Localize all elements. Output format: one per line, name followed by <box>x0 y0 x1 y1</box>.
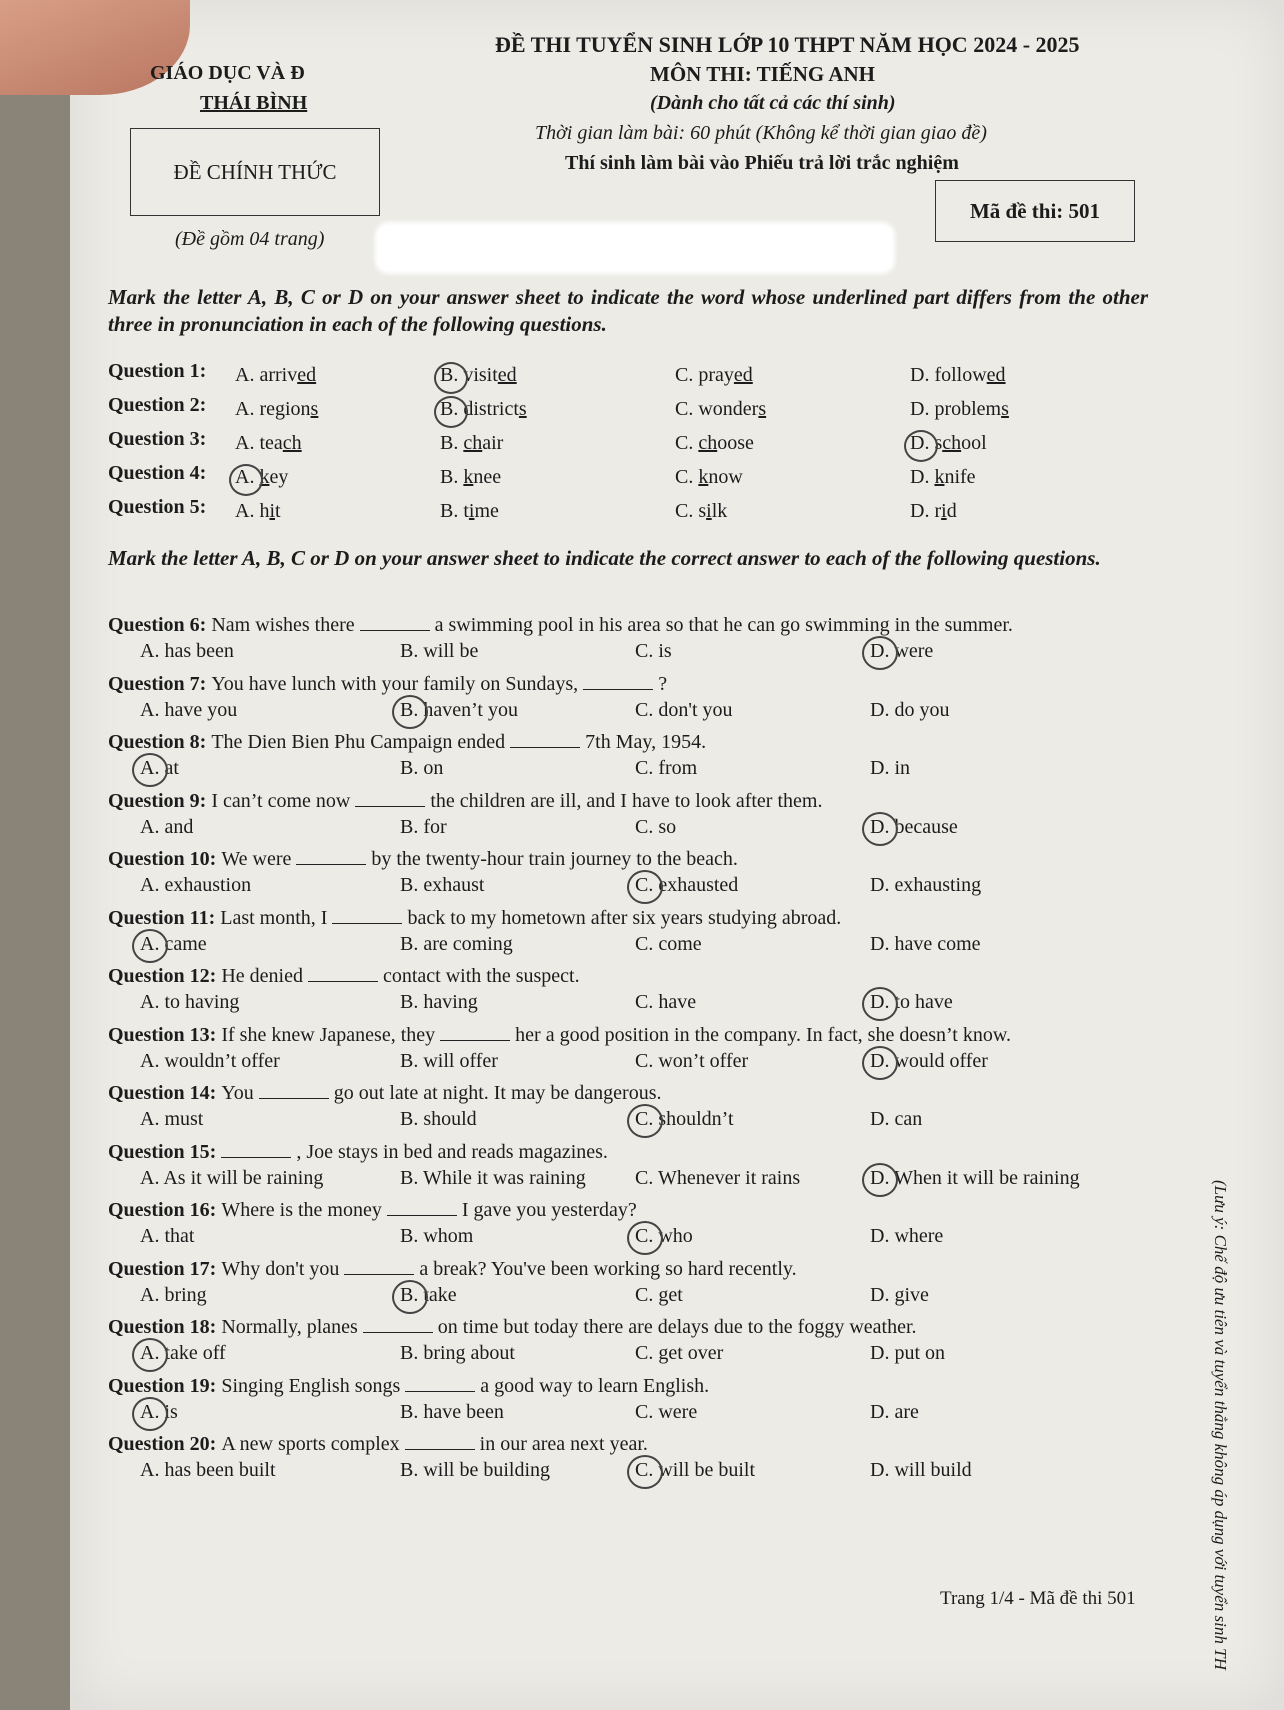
question-stem <box>108 1316 917 1339</box>
question-stem <box>108 907 841 930</box>
question-stem <box>108 1082 662 1105</box>
answer-option: D. have come <box>870 933 981 955</box>
option-letter: B. <box>440 466 464 488</box>
underlined-part: ed <box>497 364 517 386</box>
stem-text: a good way to learn English. <box>475 1375 710 1397</box>
question-stem <box>108 965 580 988</box>
answer-option <box>440 432 503 455</box>
answer-blank <box>308 965 378 982</box>
stem-text: on time but today there are delays due to the foggy weather. <box>432 1316 917 1338</box>
option-letter: C. <box>675 364 699 386</box>
official-label: ĐỀ CHÍNH THỨC <box>173 159 337 184</box>
stem-text: Why don't you <box>221 1258 345 1280</box>
answer-option: B. exhaust <box>400 874 485 896</box>
underlined-part: ed <box>297 364 317 386</box>
stem-text: , Joe stays in bed and reads magazines. <box>291 1141 608 1163</box>
stem-text: We were <box>221 848 297 870</box>
underlined-part: s <box>758 398 767 420</box>
answer-option <box>675 432 754 455</box>
answer-option <box>235 466 288 489</box>
answer-option: D. put on <box>870 1342 945 1364</box>
option-text: arriv <box>259 364 298 386</box>
answer-option: A. at <box>140 757 179 779</box>
stem-text: Normally, planes <box>221 1316 363 1338</box>
answer-option: A. has been built <box>140 1459 276 1481</box>
answer-option: B. take <box>400 1284 457 1306</box>
question-stem <box>108 790 822 813</box>
stem-text: You <box>221 1082 259 1104</box>
answer-option <box>440 500 499 523</box>
answer-blank <box>363 1316 433 1333</box>
answer-option: C. so <box>635 816 677 838</box>
exam-subject: MÔN THI: TIẾNG ANH <box>650 62 876 86</box>
answer-option: B. have been <box>400 1401 504 1423</box>
question-label: Question 1: <box>108 360 207 382</box>
answer-option: A. wouldn’t offer <box>140 1050 280 1072</box>
option-text: nife <box>944 466 976 488</box>
answer-option: D. are <box>870 1401 919 1423</box>
option-letter: D. <box>910 432 935 454</box>
answer-option: B. haven’t you <box>400 699 518 721</box>
option-text: t <box>463 500 469 522</box>
question-label: Question 13: <box>108 1024 222 1046</box>
answer-option: B. are coming <box>400 933 513 955</box>
option-text: problem <box>934 398 1002 420</box>
answer-option: A. came <box>140 933 207 955</box>
answer-option: A. and <box>140 816 194 838</box>
stem-text: contact with the suspect. <box>377 965 580 987</box>
option-letter: B. <box>440 432 464 454</box>
stem-text: Singing English songs <box>221 1375 406 1397</box>
option-letter: D. <box>910 364 935 386</box>
question-label: Question 7: <box>108 673 212 695</box>
underlined-part: ch <box>463 432 483 454</box>
answer-blank <box>405 1433 475 1450</box>
answer-sheet-note: Thí sinh làm bài vào Phiếu trả lời trắc nghiệm <box>565 152 959 174</box>
answer-blank <box>440 1024 510 1041</box>
option-text: oose <box>717 432 754 454</box>
option-letter: B. <box>440 364 464 386</box>
question-stem <box>108 1375 709 1398</box>
question-label: Question 6: <box>108 614 212 636</box>
underlined-part: k <box>698 466 709 488</box>
answer-option <box>235 432 302 455</box>
stem-text: a swimming pool in his area so that he can go swimming in the summer. <box>429 614 1013 636</box>
ministry-name: GIÁO DỤC VÀ Đ <box>150 62 305 84</box>
option-text: s <box>934 432 943 454</box>
stem-text: go out late at night. It may be dangerous. <box>328 1082 662 1104</box>
question-label: Question 10: <box>108 848 222 870</box>
answer-option: C. have <box>635 991 697 1013</box>
answer-blank <box>510 731 580 748</box>
option-letter: A. <box>235 432 260 454</box>
answer-option: D. exhausting <box>870 874 982 896</box>
side-note: (Lưu ý: Chế độ ưu tiên và tuyển thẳng không áp dụng với tuyển sinh TH <box>1211 1180 1230 1670</box>
answer-option: C. who <box>635 1225 693 1247</box>
question-label: Question 14: <box>108 1082 222 1104</box>
answer-option: C. is <box>635 640 672 662</box>
answer-option: B. having <box>400 991 478 1013</box>
stem-text: a break? You've been working so hard recently. <box>414 1258 797 1280</box>
answer-option: A. As it will be raining <box>140 1167 324 1189</box>
answer-option <box>235 364 316 387</box>
stem-text: the children are ill, and I have to look after them. <box>425 790 823 812</box>
stem-text: in our area next year. <box>474 1433 648 1455</box>
answer-option: D. can <box>870 1108 923 1130</box>
answer-option <box>910 398 1009 421</box>
question-stem <box>108 1141 608 1164</box>
answer-option: D. give <box>870 1284 929 1306</box>
question-stem <box>108 1199 637 1222</box>
stem-text: back to my hometown after six years studying abroad. <box>402 907 842 929</box>
question-label: Question 19: <box>108 1375 222 1397</box>
answer-option: A. that <box>140 1225 195 1247</box>
answer-option: D. would offer <box>870 1050 988 1072</box>
answer-option: C. get over <box>635 1342 724 1364</box>
underlined-part: ed <box>986 364 1006 386</box>
underlined-part: i <box>706 500 712 522</box>
answer-option: C. shouldn’t <box>635 1108 734 1130</box>
answer-option: A. must <box>140 1108 204 1130</box>
option-letter: A. <box>235 466 260 488</box>
answer-option <box>675 364 753 387</box>
question-label: Question 11: <box>108 907 221 929</box>
page-count: (Đề gồm 04 trang) <box>175 228 325 250</box>
answer-option <box>440 466 501 489</box>
stem-text: by the twenty-hour train journey to the beach. <box>366 848 738 870</box>
option-letter: C. <box>675 466 699 488</box>
answer-option: C. were <box>635 1401 698 1423</box>
exam-title: ĐỀ THI TUYỂN SINH LỚP 10 THPT NĂM HỌC 2024 - 2025 <box>495 32 1080 57</box>
answer-option: A. is <box>140 1401 178 1423</box>
underlined-part: ch <box>282 432 302 454</box>
answer-option <box>910 500 957 523</box>
stem-text: He denied <box>221 965 308 987</box>
answer-option: B. While it was raining <box>400 1167 586 1189</box>
answer-option <box>675 398 766 421</box>
stem-text: 7th May, 1954. <box>580 731 707 753</box>
stem-text: Last month, I <box>220 907 333 929</box>
option-text: d <box>946 500 957 522</box>
answer-option: C. from <box>635 757 698 779</box>
page-footer: Trang 1/4 - Mã đề thi 501 <box>940 1588 1136 1609</box>
option-letter: A. <box>235 500 260 522</box>
option-letter: D. <box>910 398 935 420</box>
underlined-part: ch <box>698 432 718 454</box>
underlined-part: ed <box>733 364 753 386</box>
option-text: follow <box>934 364 987 386</box>
option-text: region <box>259 398 311 420</box>
answer-option: D. in <box>870 757 910 779</box>
answer-option: C. will be built <box>635 1459 755 1481</box>
question-label: Question 8: <box>108 731 212 753</box>
question-label: Question 2: <box>108 394 207 416</box>
stem-text: her a good position in the company. In fact, she doesn’t know. <box>510 1024 1011 1046</box>
answer-option: B. will be <box>400 640 479 662</box>
answer-blank <box>405 1375 475 1392</box>
option-text: t <box>275 500 281 522</box>
answer-option: A. take off <box>140 1342 226 1364</box>
option-text: nee <box>473 466 502 488</box>
option-text: now <box>708 466 743 488</box>
answer-option: B. should <box>400 1108 477 1130</box>
option-text: air <box>482 432 504 454</box>
answer-option <box>440 398 527 421</box>
answer-blank <box>387 1199 457 1216</box>
option-text: district <box>463 398 519 420</box>
option-letter: C. <box>675 432 699 454</box>
answer-option <box>235 500 281 523</box>
stem-text: If she knew Japanese, they <box>221 1024 441 1046</box>
underlined-part: i <box>941 500 947 522</box>
section1-instruction: Mark the letter A, B, C or D on your answer sheet to indicate the word whose underlined part differs from the other three in pronunciation in each of the following questions. <box>108 285 1148 336</box>
underlined-part: s <box>310 398 319 420</box>
province-name: THÁI BÌNH <box>200 92 308 114</box>
answer-blank <box>360 614 430 631</box>
option-text: ool <box>961 432 987 454</box>
answer-option: A. to having <box>140 991 240 1013</box>
answer-option <box>910 432 987 455</box>
exam-duration: Thời gian làm bài: 60 phút (Không kể thời gian giao đề) <box>535 122 987 144</box>
answer-option: B. will offer <box>400 1050 498 1072</box>
stem-text: Nam wishes there <box>211 614 360 636</box>
answer-option: C. don't you <box>635 699 733 721</box>
question-label: Question 12: <box>108 965 222 987</box>
option-text: me <box>474 500 499 522</box>
question-label: Question 16: <box>108 1199 222 1221</box>
question-stem <box>108 1024 1011 1047</box>
answer-option: D. were <box>870 640 934 662</box>
stem-text: I can’t come now <box>211 790 356 812</box>
option-text: ey <box>269 466 289 488</box>
answer-option: B. for <box>400 816 447 838</box>
answer-option: C. exhausted <box>635 874 739 896</box>
option-text: pray <box>698 364 734 386</box>
answer-option: A. have you <box>140 699 238 721</box>
option-text: wonder <box>698 398 759 420</box>
option-letter: A. <box>235 398 260 420</box>
underlined-part: i <box>269 500 276 522</box>
answer-option: B. whom <box>400 1225 474 1247</box>
question-stem <box>108 1433 648 1456</box>
answer-option: D. to have <box>870 991 953 1013</box>
option-letter: C. <box>675 398 699 420</box>
answer-option: B. will be building <box>400 1459 550 1481</box>
question-label: Question 4: <box>108 462 207 484</box>
underlined-part: k <box>259 466 270 488</box>
exam-code-box <box>935 180 1135 242</box>
stem-text: ? <box>653 673 668 695</box>
answer-option <box>675 500 727 523</box>
underlined-part: k <box>463 466 474 488</box>
exam-code: Mã đề thi: 501 <box>969 198 1101 223</box>
answer-option: C. won’t offer <box>635 1050 749 1072</box>
stem-text: The Dien Bien Phu Campaign ended <box>211 731 511 753</box>
answer-option: D. When it will be raining <box>870 1167 1080 1189</box>
exam-audience: (Dành cho tất cả các thí sinh) <box>650 92 896 114</box>
answer-option: D. because <box>870 816 958 838</box>
answer-blank <box>332 907 402 924</box>
underlined-part: i <box>468 500 475 522</box>
answer-option <box>910 364 1006 387</box>
option-text: tea <box>259 432 283 454</box>
stem-text: Where is the money <box>221 1199 387 1221</box>
underlined-part: k <box>934 466 945 488</box>
answer-option: D. will build <box>870 1459 972 1481</box>
answer-option: B. bring about <box>400 1342 515 1364</box>
option-text: lk <box>711 500 728 522</box>
answer-blank <box>583 673 653 690</box>
official-stamp-box <box>130 128 380 216</box>
question-stem <box>108 848 738 871</box>
stem-text: I gave you yesterday? <box>456 1199 637 1221</box>
answer-option: D. do you <box>870 699 950 721</box>
question-stem <box>108 731 706 754</box>
question-stem <box>108 1258 797 1281</box>
option-letter: D. <box>910 466 935 488</box>
option-letter: A. <box>235 364 260 386</box>
answer-option <box>235 398 318 421</box>
answer-option: C. Whenever it rains <box>635 1167 801 1189</box>
option-text: r <box>934 500 942 522</box>
option-letter: B. <box>440 500 464 522</box>
option-letter: B. <box>440 398 464 420</box>
stem-text: A new sports complex <box>221 1433 405 1455</box>
option-letter: C. <box>675 500 699 522</box>
answer-option: C. come <box>635 933 702 955</box>
question-label: Question 20: <box>108 1433 222 1455</box>
question-label: Question 3: <box>108 428 207 450</box>
answer-option: C. get <box>635 1284 683 1306</box>
option-text: h <box>259 500 270 522</box>
question-stem <box>108 614 1013 637</box>
answer-blank <box>355 790 425 807</box>
underlined-part: s <box>518 398 527 420</box>
underlined-part: s <box>1001 398 1009 420</box>
question-label: Question 17: <box>108 1258 222 1280</box>
option-text: s <box>698 500 707 522</box>
answer-blank <box>221 1141 291 1158</box>
redaction-blur <box>375 222 895 274</box>
answer-blank <box>259 1082 329 1099</box>
section2-instruction: Mark the letter A, B, C or D on your answer sheet to indicate the correct answer to each of the following questions. <box>108 546 1101 570</box>
answer-option: A. has been <box>140 640 234 662</box>
answer-blank <box>344 1258 414 1275</box>
stem-text: You have lunch with your family on Sundays, <box>211 673 584 695</box>
question-stem <box>108 673 667 696</box>
question-label: Question 5: <box>108 496 207 518</box>
answer-blank <box>296 848 366 865</box>
answer-option <box>440 364 517 387</box>
answer-option: D. where <box>870 1225 944 1247</box>
option-letter: D. <box>910 500 935 522</box>
answer-option <box>675 466 743 489</box>
answer-option: B. on <box>400 757 444 779</box>
underlined-part: ch <box>942 432 962 454</box>
question-label: Question 18: <box>108 1316 222 1338</box>
answer-option <box>910 466 976 489</box>
question-label: Question 15: <box>108 1141 222 1163</box>
question-label: Question 9: <box>108 790 212 812</box>
answer-option: A. exhaustion <box>140 874 252 896</box>
answer-option: A. bring <box>140 1284 207 1306</box>
option-text: visit <box>463 364 498 386</box>
